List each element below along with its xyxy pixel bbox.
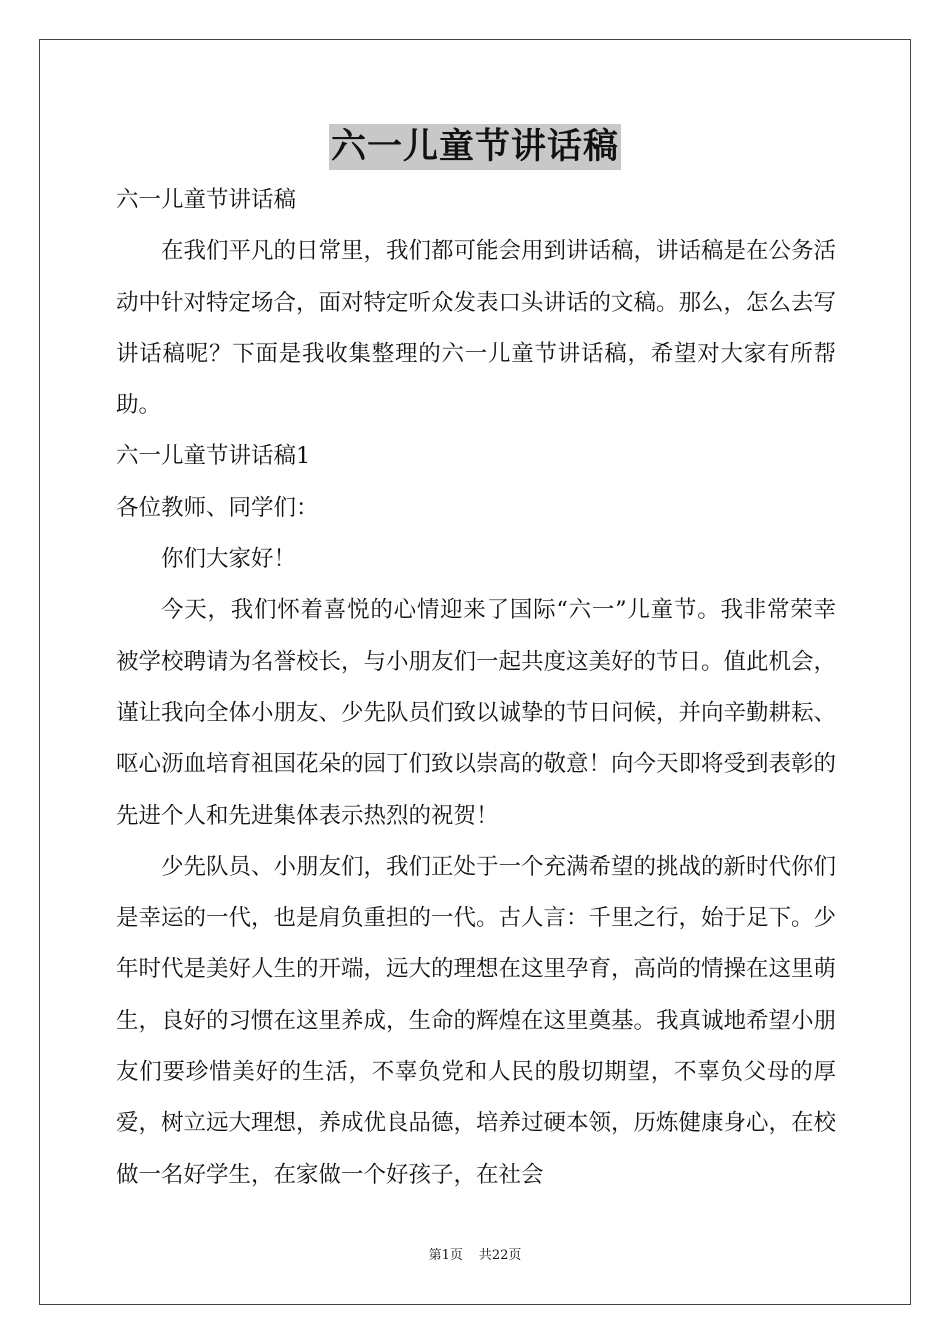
- body-paragraph: 今天，我们怀着喜悦的心情迎来了国际“六一”儿童节。我非常荣幸被学校聘请为名誉校长，与小朋友们一起共度这美好的节日。值此机会，谨让我向全体小朋友、少先队员们致以诚挚的节日问候，并向辛勤耕耘、呕心沥血培育祖国花朵的园丁们致以崇高的敬意！向今天即将受到表彰的先进个人和先进集体表示热烈的祝贺！: [116, 597, 837, 829]
- page-number: 第1页: [428, 1248, 463, 1263]
- greeting-paragraph: 你们大家好！: [161, 546, 297, 573]
- document-title: 六一儿童节讲话稿: [329, 124, 621, 170]
- document-body: [116, 175, 836, 1201]
- body-paragraph: 少先队员、小朋友们，我们正处于一个充满希望的挑战的新时代你们是幸运的一代，也是肩负重担的一代。古人言：千里之行，始于足下。少年时代是美好人生的开端，远大的理想在这里孕育，高尚的情操在这里萌生，良好的习惯在这里养成，生命的辉煌在这里奠基。我真诚地希望小朋友们要珍惜美好的生活，不辜负党和人民的殷切期望，不辜负父母的厚爱，树立远大理想，养成优良品德，培养过硬本领，历炼健康身心，在校做一名好学生，在家做一个好孩子，在社会: [116, 853, 837, 1188]
- page-total: 共22页: [478, 1248, 522, 1263]
- page-footer: [0, 1247, 950, 1265]
- section-heading: 六一儿童节讲话稿1: [116, 443, 311, 470]
- title-wrap: [0, 124, 950, 170]
- subtitle-paragraph: 六一儿童节讲话稿: [116, 187, 297, 213]
- intro-paragraph: 在我们平凡的日常里，我们都可能会用到讲话稿，讲话稿是在公务活动中针对特定场合，面对特定听众发表口头讲话的文稿。那么，怎么去写讲话稿呢？下面是我收集整理的六一儿童节讲话稿，希望对大家有所帮助。: [116, 238, 837, 419]
- salutation-paragraph: 各位教师、同学们：: [116, 494, 319, 521]
